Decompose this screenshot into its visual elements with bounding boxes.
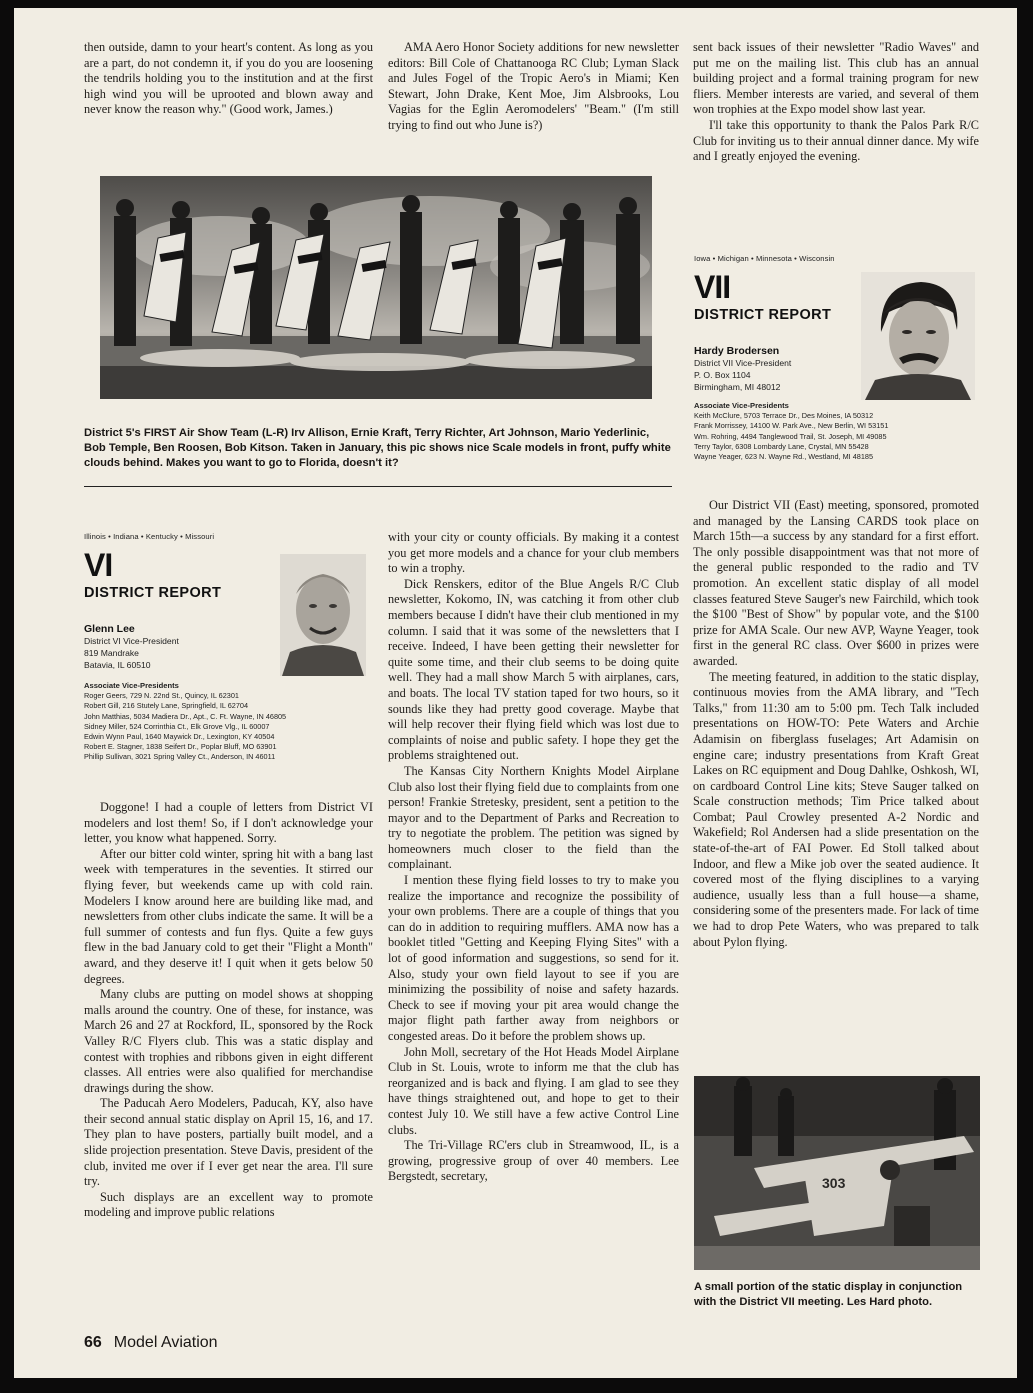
page-number: 66: [84, 1334, 102, 1351]
col2-body-text: with your city or county officials. By making it a contest you get more models and a chance for your club members to win a trophy. Dick Renskers, editor of the Blue Angels R/C Club newsletter, Kokomo, IN, was catching it from other club members because I didn't have their club mentioned in my column. I said that it was some of the newsletters that I receive. Indeed, I have been getting their newsletter for quite some time, and their club seems to be doing quite well. They had a mall show March 5 with airplanes, cars, and boats. The local TV station taped for two hours, so it sounds like they had pretty good coverage. Maybe that will help recover their flying field which was lost due to complaints of noise and public safety. I hope they get the problems straightened out. The Kansas City Northern Knights Model Airplane Club also lost their flying field due to complaints from one person! Frankie Stretesky, president, sent a petition to the mayor and to the Department of Parks and Recreation to try to negotiate the problem. The petition was signed by homeowners much closer to the field than the complainant. I mention these flying field losses to try to make you realize the importance and recognize the possibility of your own problems. There are a couple of things that you can do in addition to requiring mufflers. AMA now has a booklet titled "Getting and Keeping Flying Sites" with a lot of good information and suggestions, so send for it. Also, study your own field layout to see if you are minimizing the possibility of noise and safety hazards. Check to see if moving your pit area would change the major flight path farther away from neighbors or congested areas. Do it before the problem shows up. John Moll, secretary of the Hot Heads Model Airplane Club in St. Louis, wrote to inform me that the club has reorganized and is back and flying. I am glad to see they have things straightened out, and hope to get to their contest July 10. We still have a few active Control Line clubs. The Tri-Village RC'ers club in Streamwood, IL, is a growing, progressive group of over 40 members. Lee Bergstedt, secretary,: [388, 530, 679, 1184]
district6-avp-heading: Associate Vice-Presidents: [84, 681, 179, 690]
district7-number: VII: [694, 269, 731, 305]
district7-avp-list: [694, 401, 980, 462]
district7-vp-address1: P. O. Box 1104: [694, 370, 751, 380]
col2-top-text: AMA Aero Honor Society additions for new newsletter editors: Bill Cole of Chattanooga RC Club; Lyman Slack and Jules Fogel of the Tropic Aero's in Miami; Ken Stewart, John Drake, Kent Moe, Jim Alsbrooks, Lou Vagias for the Eglin Aeromodelers' "Beam." (I'm still trying to find out who June is?): [388, 40, 679, 132]
magazine-name: Model Aviation: [113, 1334, 218, 1351]
col1-top-text: then outside, damn to your heart's content. As long as you are a part, do not condemn it, if you do you are loosening the tendrils holding you to the institution and at the first high wind you will be uprooted and blown away and never know the reason why." (Good work, James.): [84, 40, 373, 117]
hardy-brodersen-portrait-image: [861, 272, 975, 400]
air-show-team-image: [100, 176, 652, 399]
avp-entry: Wayne Yeager, 623 N. Wayne Rd., Westland, MI 48185: [694, 452, 874, 462]
top-photo-caption: District 5's FIRST Air Show Team (L-R) Irv Allison, Ernie Kraft, Terry Richter, Art Johnson, Mario Yederlinic, Bob Temple, Ben Roosen, Bob Kitson. Taken in January, this pic shows nice Scale models in front, puffy white clouds behind. Makes you want to go to Florida, doesn't it?: [84, 427, 671, 470]
district6-number: VI: [84, 547, 113, 583]
district6-vp-name: Glenn Lee: [84, 623, 135, 635]
hardy-brodersen-portrait: [861, 272, 975, 400]
section-divider: [84, 486, 672, 487]
district7-vp-title: District VII Vice-President: [694, 358, 792, 368]
district6-label: DISTRICT REPORT: [84, 585, 222, 601]
glenn-lee-portrait: [280, 554, 366, 676]
avp-entry: John Matthias, 5034 Madiera Dr., Apt., C. Ft. Wayne, IN 46805: [84, 711, 287, 721]
static-display-photo: [694, 1076, 980, 1270]
avp-entry: Keith McClure, 5703 Terrace Dr., Des Moines, IA 50312: [694, 411, 874, 421]
bottom-photo-caption: A small portion of the static display in conjunction with the District VII meeting. Les Hard photo.: [694, 1281, 963, 1309]
district6-vp-address2: Batavia, IL 60510: [84, 660, 151, 670]
glenn-lee-portrait-image: [280, 554, 366, 676]
avp-entry: Robert E. Stagner, 1838 Seifert Dr., Poplar Bluff, MO 63901: [84, 742, 277, 752]
col1-body-text: Doggone! I had a couple of letters from District VI modelers and lost them! So, if I don't acknowledge your letter, you know what happened. Sorry. After our bitter cold winter, spring hit with a bang last week with temperatures in the seventies. It stirred our flying fever, but weekends came up with cold rain. Modelers I know around here are building like mad, and newsletters from other clubs indicate the same. It will be a full summer of contests and fun flys. Quite a few guys flew in the bad January cold to get their "Flight a Month" award, and they deserve it! I quit when it gets below 50 degrees. Many clubs are putting on model shows at shopping malls around the country. One of these, for instance, was March 26 and 27 at Rockford, IL, sponsored by the Rock Valley R/C Flyers club. This was a static display and contest with trophies and ribbons given in eight different classes. All entries were also qualified for merchandise drawings during the show. The Paducah Aero Modelers, Paducah, KY, also have their second annual static display on April 15, 16, and 17. They plan to have posters, partially built model, and a slide projection presentation. Steve Davis, president of the club, invited me over if I ever get near the area. I'll sure try. Such displays are an excellent way to promote modeling and improve public relations: [84, 800, 373, 1220]
avp-entry: Edwin Wynn Paul, 1640 Maywick Dr., Lexington, KY 40504: [84, 732, 275, 742]
col3-top-text: sent back issues of their newsletter "Radio Waves" and put me on the mailing list. This club has an annual building project and a formal training program for new fliers. Member interests are varied, and several of them won trophies at the Expo model show last year. I'll take this opportunity to thank the Palos Park R/C Club for inviting us to their annual dinner dance. My wife and I greatly enjoyed the evening.: [693, 40, 979, 164]
avp-entry: Wm. Rohring, 4494 Tanglewood Trail, St. Joseph, MI 49085: [694, 431, 887, 441]
district7-vp-name: Hardy Brodersen: [694, 345, 780, 357]
district6-vp-title: District VI Vice-President: [84, 636, 179, 646]
district6-states: Illinois • Indiana • Kentucky • Missouri: [84, 532, 215, 541]
district6-avp-list: [84, 681, 374, 763]
district7-label: DISTRICT REPORT: [694, 307, 832, 323]
aircraft-marking: 303: [822, 1175, 846, 1191]
district7-states: Iowa • Michigan • Minnesota • Wisconsin: [694, 254, 835, 263]
static-display-image: [694, 1076, 980, 1270]
district7-avp-heading: Associate Vice-Presidents: [694, 401, 789, 410]
district6-vp-address1: 819 Mandrake: [84, 648, 139, 658]
avp-entry: Phillip Sullivan, 3021 Spring Valley Ct., Anderson, IN 46011: [84, 752, 276, 762]
avp-entry: Roger Geers, 729 N. 22nd St., Quincy, IL 62301: [84, 691, 239, 701]
magazine-page: [14, 8, 1017, 1378]
col3-body-text: Our District VII (East) meeting, sponsored, promoted and managed by the Lansing CARDS took place on March 15th—a success by any standard for a first effort. The only possible disappointment was that not more of the general public responded to the radio and TV promotion. An excellent static display of all model classes featured Steve Sauger's new Fairchild, which took the $100 "Best of Show" by popular vote, and the $100 prize for AMA Scale. Our new AVP, Wayne Yeager, took first in the general RC class. Over $600 in prizes were awarded. The meeting featured, in addition to the static display, continuous movies from the AMA library, and "Tech Talks," from 11:30 am to 5:00 pm. Tech Talk included presentations on HOW-TO: Pete Waters and Archie Adamisin on fiberglass fuselages; Art Adamisin on engine care; industry presentations from Kraft Great Lakes on RC equipment and Doug Dahlke, Oshkosh, WI, on cardboard Control Line kits; Steve Sauger talked on Scale construction methods; Tim Price talked about Combat; Paul Crowley presented A-2 Nordic and Wakefield; Rol Andersen had a slide presentation on the state-of-the-art of FAI Power. Ed Stoll talked about Indoor, and flew a Mike job over the seated audience. It covered most of the flying disciplines to a varying audience, usually less than a full house—a shame, considering some of the presenters made. For lack of time we had to drop Pete Waters, who was prepared to talk about Pylon flying.: [693, 498, 979, 949]
page-footer: [84, 1334, 218, 1352]
avp-entry: Robert Gill, 216 Stutely Lane, Springfield, IL 62704: [84, 701, 249, 711]
district7-vp-address2: Birmingham, MI 48012: [694, 382, 781, 392]
avp-entry: Frank Morrissey, 14100 W. Park Ave., New Berlin, WI 53151: [694, 421, 889, 431]
air-show-team-photo: [100, 176, 652, 399]
avp-entry: Sidney Miller, 524 Corrinthia Ct., Elk Grove Vlg., IL 60007: [84, 721, 270, 731]
avp-entry: Terry Taylor, 6308 Lombardy Lane, Crystal, MN 55428: [694, 441, 869, 451]
